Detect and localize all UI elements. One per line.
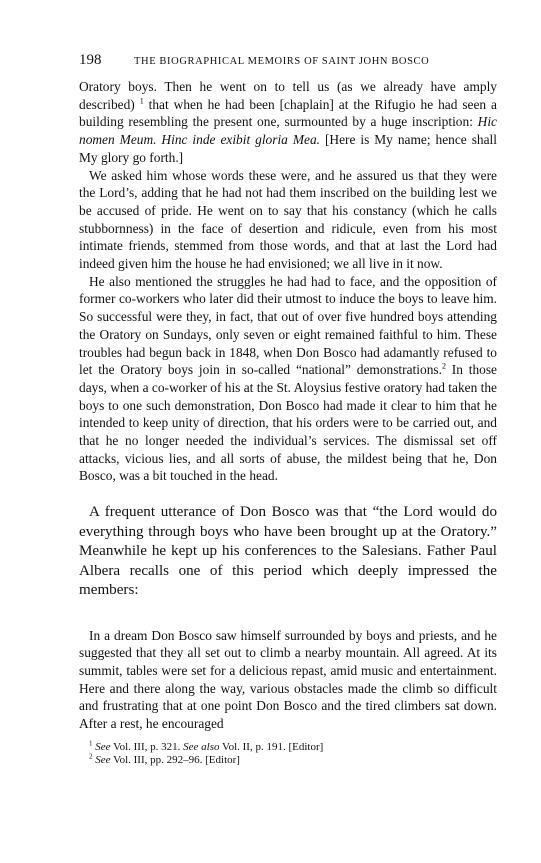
paragraph: In a dream Don Bosco saw himself surrounded by boys and priests, and he suggested that they all set out to climb a nearby mountain. All agreed. At its summit, tables were set for a delicious repast, amid music and entertainment. Here and there along the way, various obstacles made the climb so difficult and frustrating that at one point Don Bosco and the tired climbers sat down. After a rest, he encouraged <box>79 627 497 732</box>
running-head <box>79 52 497 72</box>
footnotes <box>79 741 497 768</box>
footnote-ref-2: 2 <box>441 361 446 371</box>
latin-inscription: Hic nomen Meum. Hinc inde exibit gloria Mea. <box>79 114 497 148</box>
book-page <box>79 52 497 767</box>
paragraph: We asked him whose words these were, and he assured us that they were the Lord’s, adding that he had not had them inscribed on the building lest we be accused of pride. He went on to say that his constancy (which he calls stubbornness) in the face of desertion and ridicule, even from his most intimate friends, stemmed from those words, and that at last the Lord had indeed given him the house he had envisioned; we all live in it now. <box>79 167 497 272</box>
main-text <box>79 78 497 485</box>
dream-account <box>79 627 497 733</box>
paragraph: He also mentioned the struggles he had had to face, and the opposition of former co-workers who later did their utmost to induce the boys to leave him. So successful were they, in fact, that out of over five hundred boys attending the Oratory on Sundays, only seven or eight remained faithful to him. These troubles had begun back in 1848, when Don Bosco had adamantly refused to let the Oratory boys join in so-called “national” demonstrations.$^2$ In those days, when a co-worker of his at the St. Aloysius festive oratory had taken the boys to one such demonstration, Don Bosco had made it clear to him that he intended to keep unity of direction, that his orders were to be carried out, and that he no longer needed the individual’s services. The dismissal set off attacks, vicious lies, and all sorts of abuse, the mildest being that he, Don Bosco, was a bit touched in the head. <box>79 273 497 484</box>
narrative-paragraph <box>79 503 497 601</box>
running-title: THE BIOGRAPHICAL MEMOIRS OF SAINT JOHN BOSCO <box>134 56 430 67</box>
footnote-1: $^1$ See Vol. III, p. 321. See also Vol. II, p. 191. [Editor] <box>89 739 324 753</box>
paragraph-continuation: Oratory boys. Then he went on to tell us (as we already have amply described) $^1$ that when he had been [chaplain] at the Rifugio he had seen a building resembling the present one, surmounted by a huge inscription: Hic nomen Meum. Hinc inde exibit gloria Mea. [Here is My name; hence shall My glory go forth.] <box>79 79 497 165</box>
page-number: 198 <box>79 52 102 68</box>
paragraph: A frequent utterance of Don Bosco was that “the Lord would do everything through boys who have been brought up at the Oratory.” Meanwhile he kept up his conferences to the Salesians. Father Paul Albera recalls one of this period which deeply impressed the members: <box>79 504 497 599</box>
footnote-ref-1: 1 <box>139 96 144 106</box>
footnote-2: $^2$ See Vol. III, pp. 292–96. [Editor] <box>89 752 240 767</box>
